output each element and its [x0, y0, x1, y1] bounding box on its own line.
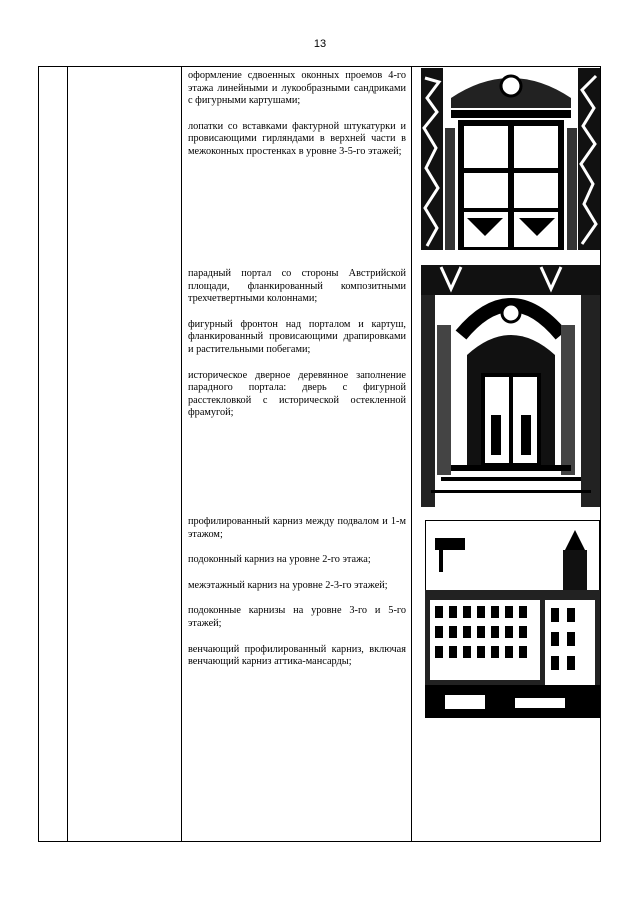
list-item: подоконные карнизы на уровне 3-го и 5-го этажей; [188, 605, 406, 629]
list-item: фигурный фронтон над порталом и картуш, фланкированный провисающими драпировками и растительными побегами; [188, 318, 406, 355]
column-divider-2 [181, 66, 182, 842]
window-facade-photo [421, 68, 600, 250]
building-street-photo [425, 520, 600, 718]
list-item: профилированный карниз между подвалом и 1-м этажом; [188, 516, 406, 540]
entrance-portal-photo [421, 265, 600, 507]
list-item: подоконный карниз на уровне 2-го этажа; [188, 554, 371, 566]
section-cornices [188, 516, 406, 682]
list-item: историческое дверное деревянное заполнение парадного портала: дверь с фигурной расстекловкой с исторической остекленной фрамугой; [188, 369, 406, 419]
column-divider-3 [411, 66, 412, 842]
list-item: оформление сдвоенных оконных проемов 4-го этажа линейными и лукообразными сандриками с фигурными картушами; [188, 70, 406, 107]
list-item: межэтажный карниз на уровне 2-3-го этажей; [188, 579, 388, 591]
section-main-portal [188, 268, 406, 433]
page-number: 13 [313, 38, 327, 50]
column-divider-1 [67, 66, 68, 842]
list-item: венчающий профилированный карниз, включая венчающий карниз аттика-мансарды; [188, 643, 406, 668]
list-item: парадный портал со стороны Австрийской площади, фланкированный композитными трехчетвертными колоннами; [188, 268, 406, 305]
list-item: лопатки со вставками фактурной штукатурки и провисающими гирляндами в верхней части в межоконных простенках в уровне 3-5-го этажей; [188, 120, 406, 157]
section-window-decoration [188, 70, 406, 172]
